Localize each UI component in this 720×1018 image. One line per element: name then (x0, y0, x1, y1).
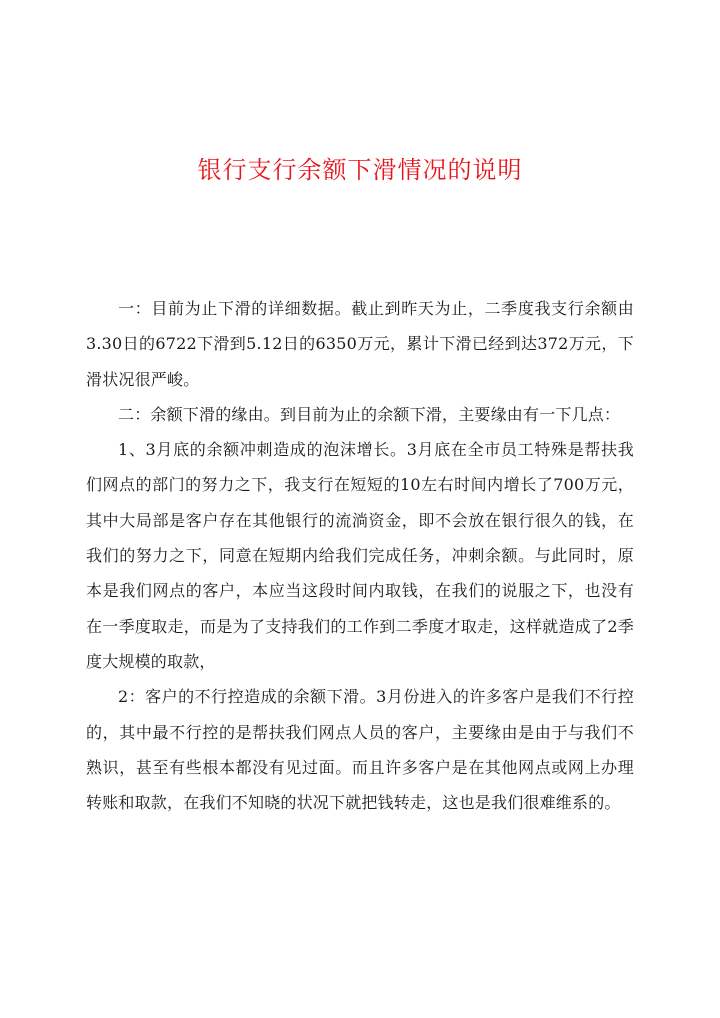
paragraph-reason-1: 1、3月底的余额冲刺造成的泡沫增长。3月底在全市员工特殊是帮扶我们网点的部门的努力之下，我支行在短短的10左右时间内增长了700万元，其中大局部是客户存在其他银行的流淌资金，即不会放在银行很久的钱，在我们的努力之下，同意在短期内给我们完成任务，冲刺余额。与此同时，原本是我们网点的客户，本应当这段时间内取钱，在我们的说服之下，也没有在一季度取走，而是为了支持我们的工作到二季度才取走，这样就造成了2季度大规模的取款， (86, 440, 634, 671)
document-body (86, 291, 634, 820)
paragraph-reason-2: 2：客户的不行控造成的余额下滑。3月份进入的许多客户是我们不行控的，其中最不行控的是帮扶我们网点人员的客户，主要缘由是由于与我们不熟识，甚至有些根本都没有见过面。而且许多客户是在其他网点或网上办理转账和取款，在我们不知晓的状况下就把钱转走，这也是我们很难维系的。 (86, 687, 634, 813)
paragraph-reasons-intro: 二：余额下滑的缘由。到目前为止的余额下滑，主要缘由有一下几点： (118, 404, 621, 424)
document-title: 银行支行余额下滑情况的说明 (197, 156, 523, 184)
paragraph-current-data: 一：目前为止下滑的详细数据。截止到昨天为止，二季度我支行余额由3.30日的6722下滑到5.12日的6350万元，累计下滑已经到达372万元，下滑状况很严峻。 (86, 299, 634, 389)
